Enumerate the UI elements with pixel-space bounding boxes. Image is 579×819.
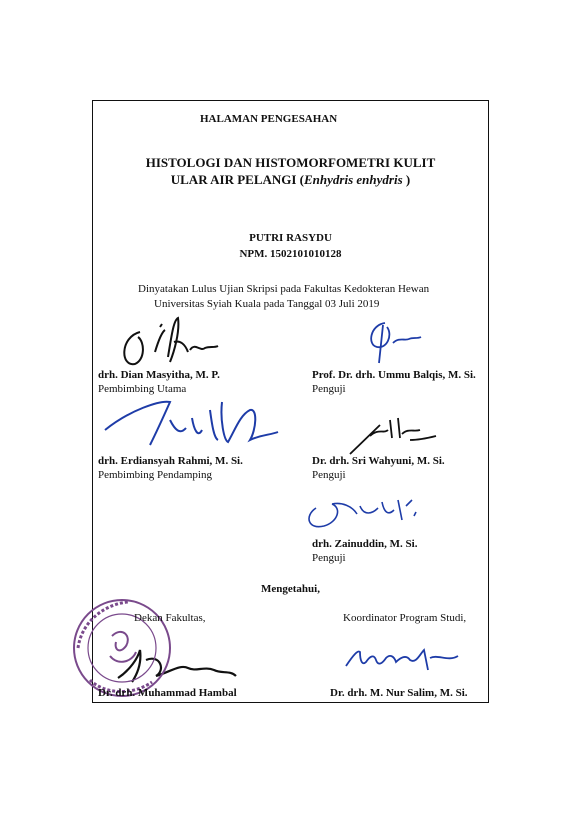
signatory-name: drh. Dian Masyitha, M. P.: [98, 369, 220, 381]
signatory-role: Penguji: [312, 552, 346, 564]
statement-line1: Dinyatakan Lulus Ujian Skripsi pada Fakultas Kedokteran Hewan: [138, 283, 430, 295]
thesis-title-line1: HISTOLOGI DAN HISTOMORFOMETRI KULIT: [145, 155, 436, 170]
coordinator-title: Koordinator Program Studi,: [343, 612, 467, 624]
dean-name: Dr. drh. Muhammad Hambal: [98, 687, 237, 699]
signature-sri: [340, 410, 440, 458]
signatory-name: Dr. drh. Sri Wahyuni, M. Si.: [312, 455, 445, 467]
signature-dian: [110, 312, 230, 374]
signatory-role: Penguji: [312, 469, 346, 481]
signature-erdiansyah: [100, 390, 280, 460]
signature-zainuddin: [302, 486, 432, 534]
coordinator-name: Dr. drh. M. Nur Salim, M. Si.: [330, 687, 468, 699]
signatory-name: drh. Erdiansyah Rahmi, M. Si.: [98, 455, 243, 467]
author-npm: NPM. 1502101010128: [239, 248, 342, 260]
signatory-role: Penguji: [312, 383, 346, 395]
signature-ummu: [355, 315, 425, 367]
dean-title: Dekan Fakultas,: [134, 612, 206, 624]
thesis-title-line2: ULAR AIR PELANGI (Enhydris enhydris ): [170, 172, 411, 187]
approval-heading: Mengetahui,: [261, 583, 320, 595]
statement-line2: Universitas Syiah Kuala pada Tanggal 03 Juli 2019: [154, 298, 380, 310]
author-name: PUTRI RASYDU: [249, 232, 332, 244]
page-header: HALAMAN PENGESAHAN: [200, 113, 338, 125]
signatory-name: drh. Zainuddin, M. Si.: [312, 538, 418, 550]
signature-nur-salim: [340, 640, 470, 676]
signatory-role: Pembimbing Pendamping: [98, 469, 212, 481]
signatory-name: Prof. Dr. drh. Ummu Balqis, M. Si.: [312, 369, 476, 381]
signatory-role: Pembimbing Utama: [98, 383, 187, 395]
